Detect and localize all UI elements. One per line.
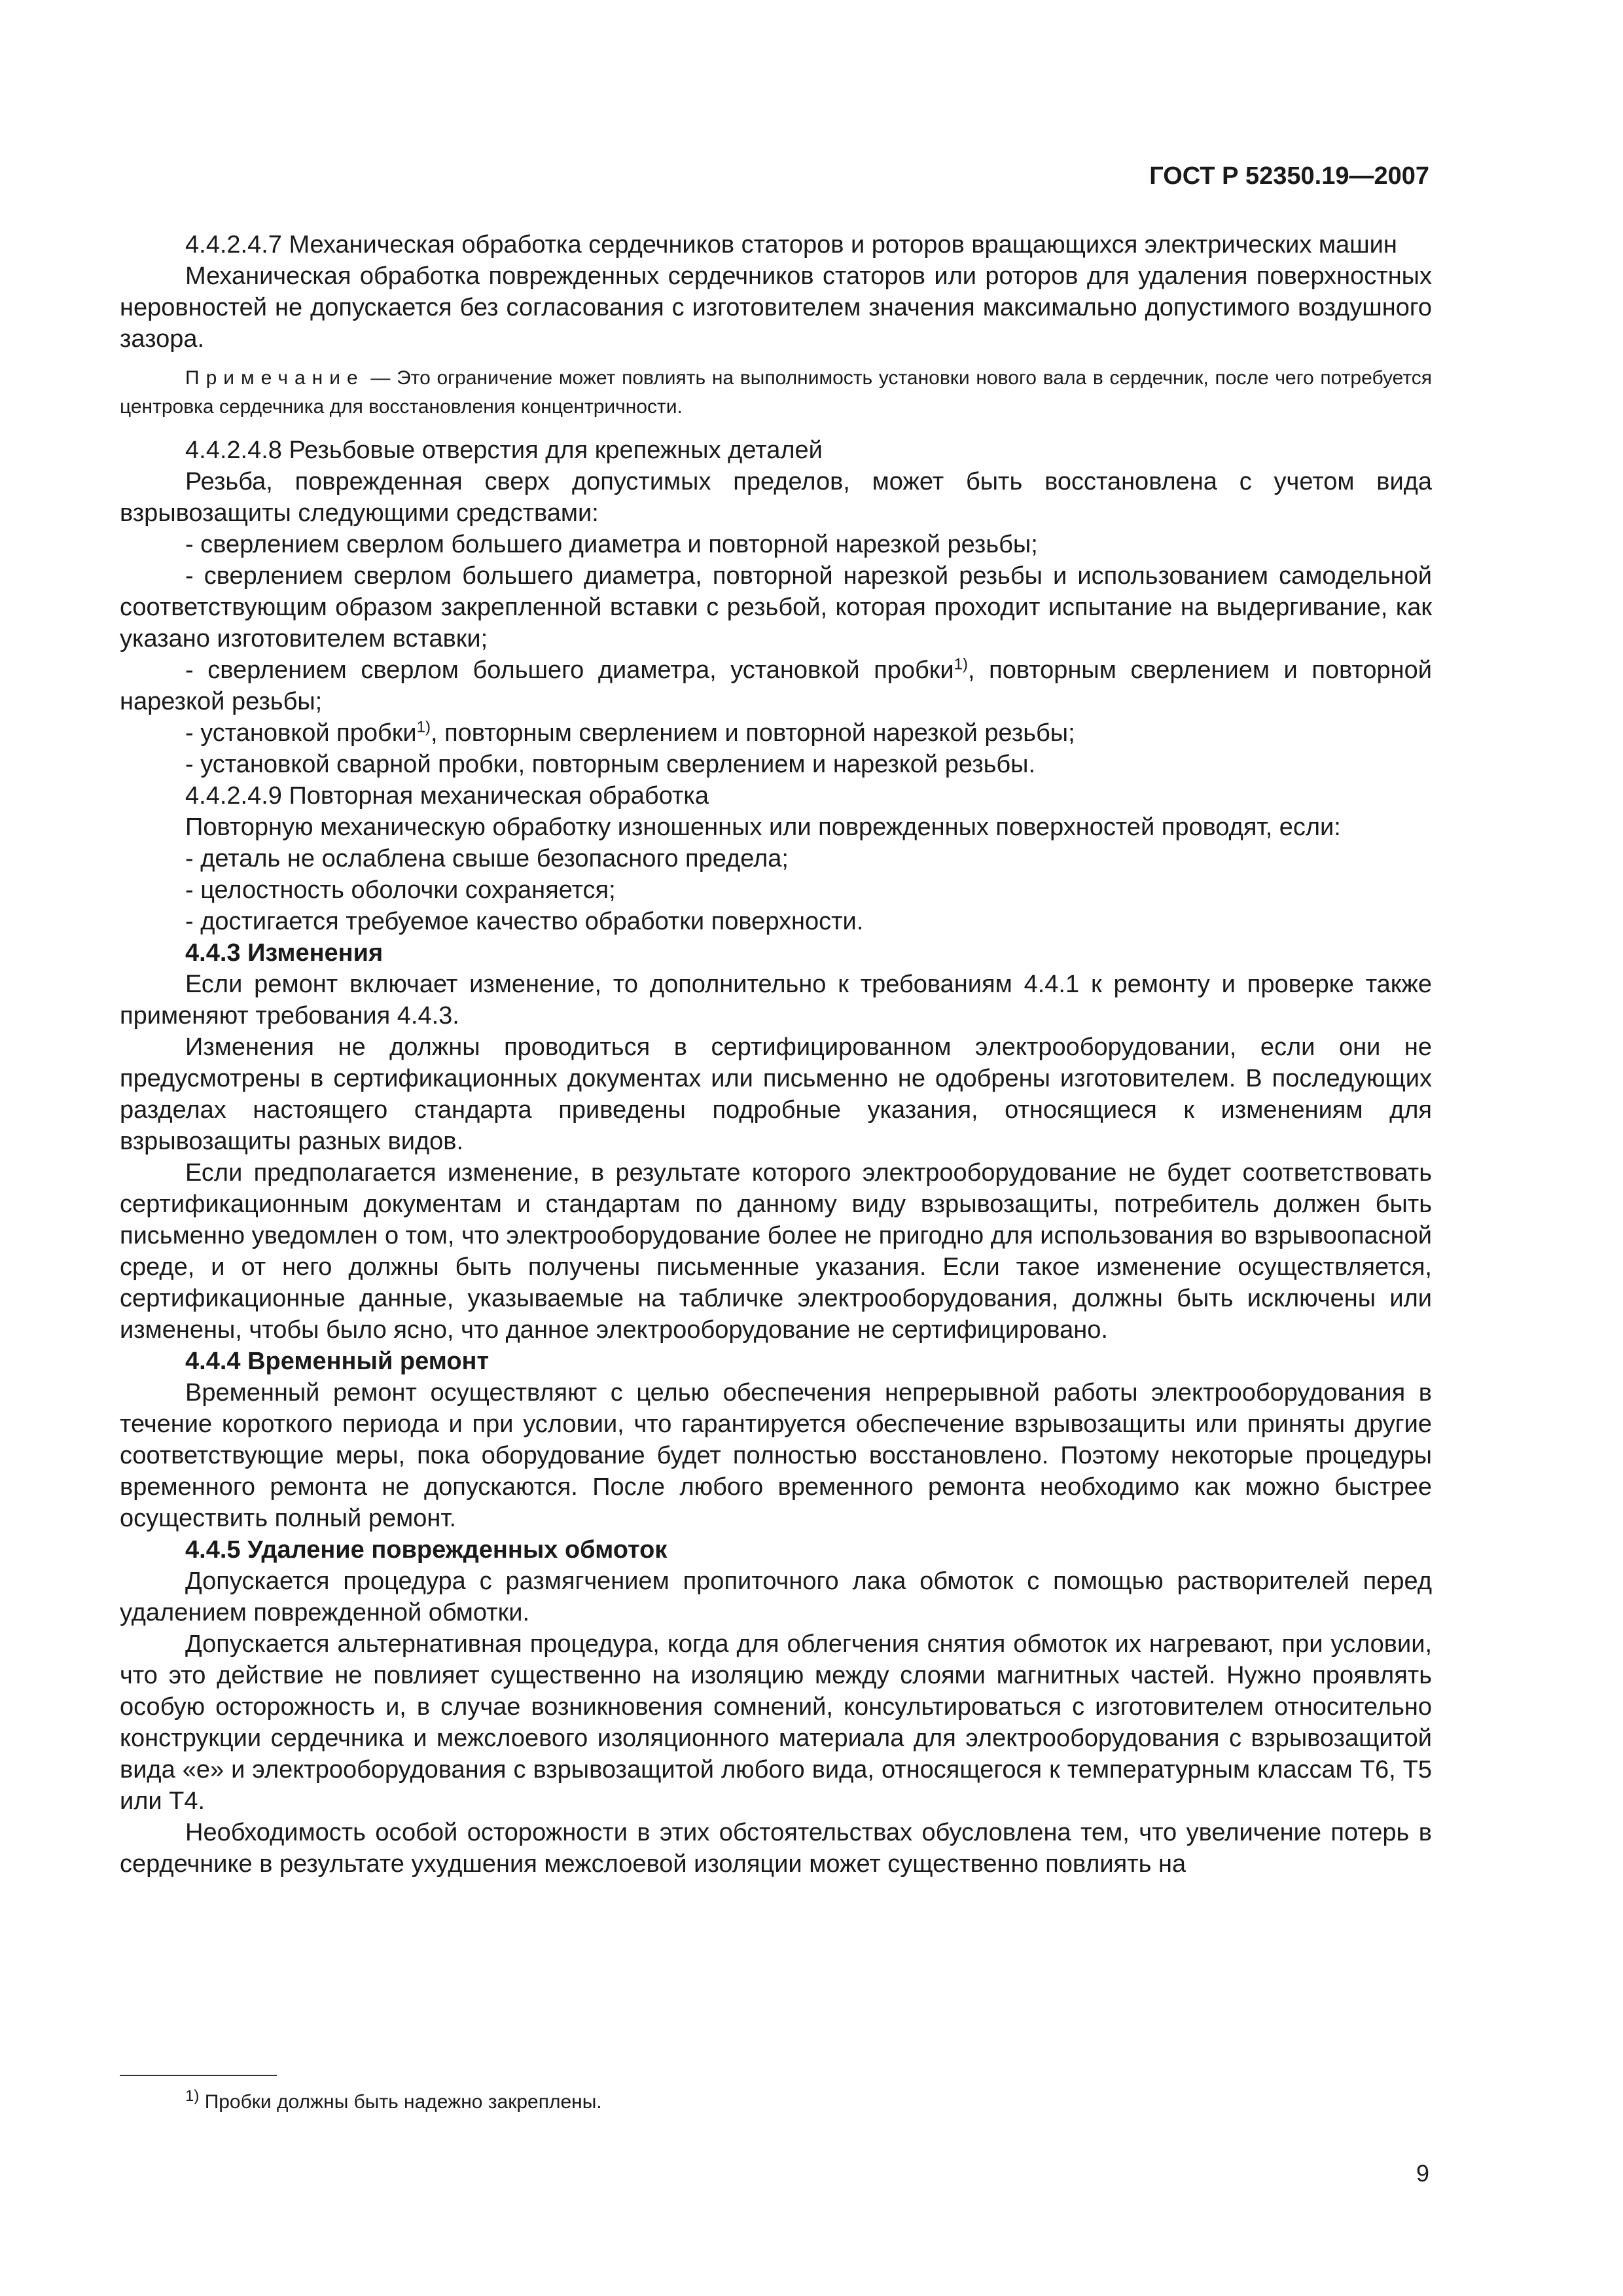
list-item [120,717,1432,749]
section-445-paragraph: Необходимость особой осторожности в этих обстоятельствах обусловлена тем, что увеличение потерь в сердечнике в результате ухудшения межслоевой изоляции может существенно повлиять на [120,1819,1432,1878]
section-4427-paragraph: Механическая обработка поврежденных сердечников статоров или роторов для удаления поверхностных неровностей не допускается без согласования с изготовителем значения максимально допустимого воздушного зазора. [120,262,1432,353]
section-444-paragraph: Временный ремонт осуществляют с целью обеспечения непрерывной работы электрооборудования в течение короткого периода и при условии, что гарантируется обеспечение взрывозащиты или приняты другие соответствующие меры, пока оборудование будет полностью восстановлено. Поэтому некоторые процедуры временного ремонта не допускаются. После любого временного ремонта необходимо как можно быстрее осуществить полный ремонт. [120,1379,1432,1532]
section-445-paragraph: Допускается процедура с размягчением пропиточного лака обмоток с помощью растворителей перед удалением поврежденной обмотки. [120,1568,1432,1626]
footnote-separator [120,2075,277,2076]
list-item: - достигается требуемое качество обработки поверхности. [185,908,864,935]
page-number: 9 [1416,2160,1429,2187]
list-item-text: , повторным сверлением и повторной нарезкой резьбы; [430,719,1075,747]
list-item-text: - сверлением сверлом большего диаметра, установкой пробки [185,656,954,684]
note [120,364,1432,422]
document-code-header: ГОСТ Р 52350.19—2007 [1149,162,1429,190]
section-4429-paragraph: Повторную механическую обработку изношенных или поврежденных поверхностей проводят, если: [185,814,1341,841]
list-item-text: , повторным сверлением и повторной нарезкой резьбы; [120,656,1432,715]
footnote-mark: 1) [185,2087,200,2105]
list-item: - сверлением сверлом большего диаметра, повторной нарезкой резьбы и использованием самодельной соответствующим образом закрепленной вставки с резьбой, которая проходит испытание на выдергивание, как указано изготовителем вставки; [120,562,1432,653]
section-4428-title: 4.4.2.4.8 Резьбовые отверстия для крепежных деталей [185,437,823,464]
section-445-paragraph: Допускается альтернативная процедура, когда для облегчения снятия обмоток их нагревают, при условии, что это действие не повлияет существенно на изоляцию между слоями магнитных частей. Нужно проявлять особую осторожность и, в случае возникновения сомнений, консультироваться с изготовителем относительно конструкции сердечника и межслоевого изоляционного материала для электрооборудования с взрывозащитой вида «е» и электрооборудования с взрывозащитой любого вида, относящегося к температурным классам Т6, Т5 или Т4. [120,1630,1432,1815]
footnote-ref: 1) [954,655,968,673]
note-text: — Это ограничение может повлиять на выполнимость установки нового вала в сердечник, после чего потребуется центровка сердечника для восстановления концентричности. [120,367,1432,418]
section-4429-title: 4.4.2.4.9 Повторная механическая обработка [185,782,709,810]
footnote [185,2089,602,2115]
footnote-ref: 1) [416,718,431,736]
section-445-heading: 4.4.5 Удаление поврежденных обмоток [185,1536,668,1564]
list-item: - сверлением сверлом большего диаметра и повторной нарезкой резьбы; [185,531,1038,558]
list-item: - деталь не ослаблена свыше безопасного предела; [185,845,789,872]
section-443-heading: 4.4.3 Изменения [185,939,383,967]
list-item: - целостность оболочки сохраняется; [185,876,616,904]
section-443-paragraph: Если предполагается изменение, в результате которого электрооборудование не будет соответствовать сертификационным документам и стандартам по данному виду взрывозащиты, потребитель должен быть письменно уведомлен о том, что электрооборудование более не пригодно для использования во взрывоопасной среде, и от него должны быть получены письменные указания. Если такое изменение осуществляется, сертификационные данные, указываемые на табличке электрооборудования, должны быть исключены или изменены, чтобы было ясно, что данное электрооборудование не сертифицировано. [120,1159,1432,1344]
note-label: Примечание [185,367,365,389]
section-443-paragraph: Если ремонт включает изменение, то дополнительно к требованиям 4.4.1 к ремонту и проверке также применяют требования 4.4.3. [120,971,1432,1030]
page-body [120,229,1432,1880]
list-item [120,655,1432,717]
section-4427-title: 4.4.2.4.7 Механическая обработка сердечников статоров и роторов вращающихся электрических машин [185,231,1397,259]
section-4428-paragraph: Резьба, поврежденная сверх допустимых пределов, может быть восстановлена с учетом вида взрывозащиты следующими средствами: [120,468,1432,527]
section-443-paragraph: Изменения не должны проводиться в сертифицированном электрооборудовании, если они не предусмотрены в сертификационных документах или письменно не одобрены изготовителем. В последующих разделах настоящего стандарта приведены подробные указания, относящиеся к изменениям для взрывозащиты разных видов. [120,1033,1432,1155]
list-item-text: - установкой пробки [185,719,417,747]
section-444-heading: 4.4.4 Временный ремонт [185,1348,490,1375]
list-item: - установкой сварной пробки, повторным сверлением и нарезкой резьбы. [185,751,1036,778]
footnote-text: Пробки должны быть надежно закреплены. [204,2091,602,2113]
